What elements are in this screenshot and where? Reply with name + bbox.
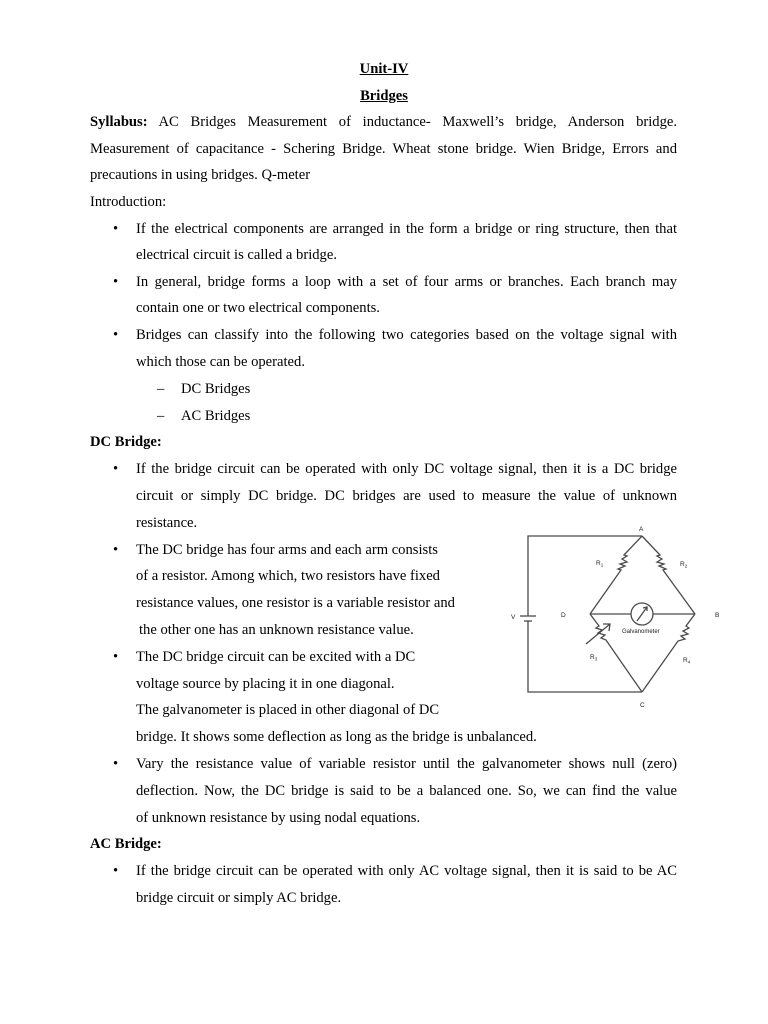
dc-bullet-3-line-4: bridge. It shows some deflection as long as the bridge is unbalanced. [136,729,537,745]
dc-bullet-1-line-2: circuit or simply DC bridge. DC bridges are used to measure the value of unknown [136,488,677,504]
r4-label: $R_4$ [683,657,691,665]
syllabus-line-2: Measurement of capacitance - Schering Bridge. Wheat stone bridge. Wien Bridge, Errors and [90,141,677,157]
r1-label: $R_1$ [596,560,604,568]
galvanometer-label: Galvanometer [622,629,660,635]
bullet-marker: • [113,274,119,290]
bullet-marker: • [113,863,119,879]
dc-bullet-2-line-2: of a resistor. Among which, two resistors have fixed [136,568,440,584]
dash-marker: – [157,381,165,397]
dc-bullet-1-line-1: If the bridge circuit can be operated with only DC voltage signal, then it is a DC bridge [136,461,677,477]
galvanometer-needle [637,607,647,621]
source-label: V [511,614,516,621]
syllabus-label: Syllabus: [90,114,148,130]
intro-bullet-3-line-1: Bridges can classify into the following two categories based on the voltage signal with [136,327,677,343]
dc-bullet-2-line-1: The DC bridge has four arms and each arm consists [136,542,438,558]
sub-item-dc-bridges: DC Bridges [181,381,251,397]
syllabus-text: AC Bridges Measurement of inductance- Maxwell’s bridge, Anderson bridge. [158,114,678,130]
dc-bullet-3-line-2: voltage source by placing it in one diagonal. [136,676,395,692]
bullet-marker: • [113,461,119,477]
dc-bullet-2-line-4: the other one has an unknown resistance value. [139,622,414,638]
page-title: Bridges [360,88,408,104]
intro-bullet-2-line-1: In general, bridge forms a loop with a set of four arms or branches. Each branch may [136,274,677,290]
dash-marker: – [157,408,165,424]
r2-label: $R_2$ [680,561,688,569]
ac-bridge-heading: AC Bridge: [90,836,162,852]
node-d-label: D [561,612,566,619]
resistor-r3 [590,614,642,692]
dc-bullet-4-line-3: of unknown resistance by using nodal equations. [136,810,421,826]
dc-bullet-3-line-1: The DC bridge circuit can be excited with a DC [136,649,416,665]
intro-bullet-1-line-1: If the electrical components are arranged in the form a bridge or ring structure, then that [136,221,677,237]
dc-bullet-4-line-1: Vary the resistance value of variable resistor until the galvanometer shows null (zero) [136,756,677,772]
intro-bullet-1-line-2: electrical circuit is called a bridge. [136,247,337,263]
source-wire [528,536,642,616]
ac-bullet-1-line-2: bridge circuit or simply AC bridge. [136,890,342,906]
r3-label: $R_3$ [590,654,598,662]
bullet-marker: • [113,756,119,772]
dc-bullet-2-line-3: resistance values, one resistor is a variable resistor and [136,595,455,611]
ac-bullet-1-line-1: If the bridge circuit can be operated with only AC voltage signal, then it is said to be AC [136,863,677,879]
bullet-marker: • [113,649,119,665]
sub-item-ac-bridges: AC Bridges [181,408,251,424]
intro-bullet-3-line-2: which those can be operated. [136,354,305,370]
dc-bullet-1-line-3: resistance. [136,515,198,531]
resistor-r4 [642,614,695,692]
syllabus-line-1 [90,113,677,131]
node-c-label: C [640,702,645,709]
bullet-marker: • [113,221,119,237]
intro-bullet-2-line-2: contain one or two electrical components. [136,300,380,316]
wheatstone-bridge-diagram [500,520,740,715]
node-b-label: B [715,612,720,619]
resistor-r1 [590,536,642,614]
bullet-marker: • [113,327,119,343]
resistor-r2 [642,536,695,614]
syllabus-line-3: precautions in using bridges. Q-meter [90,167,311,183]
dc-bridge-heading: DC Bridge: [90,434,162,450]
unit-heading: Unit-IV [359,61,409,77]
dc-bullet-4-line-2: deflection. Now, the DC bridge is said to be a balanced one. So, we can find the value [136,783,677,799]
introduction-heading: Introduction: [90,194,167,210]
node-a-label: A [639,526,644,533]
bullet-marker: • [113,542,119,558]
dc-bullet-3-line-3: The galvanometer is placed in other diagonal of DC [136,702,440,718]
